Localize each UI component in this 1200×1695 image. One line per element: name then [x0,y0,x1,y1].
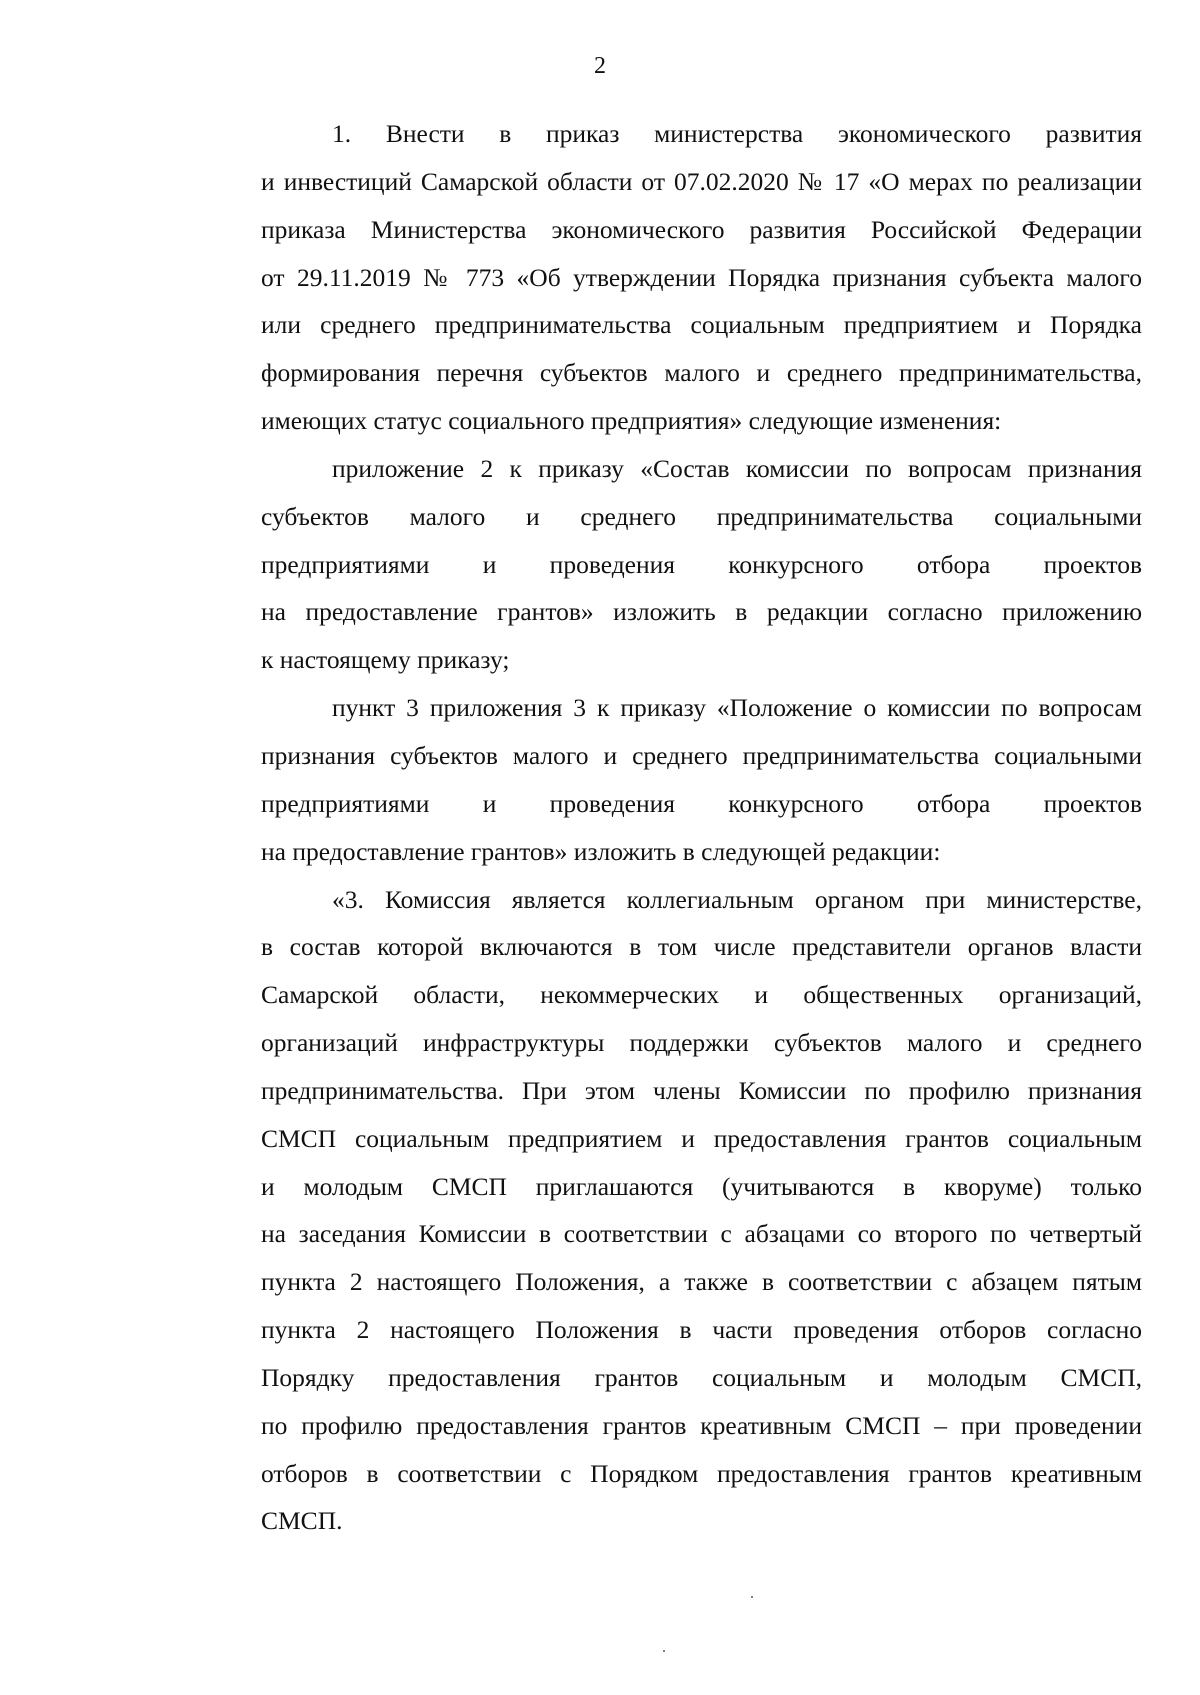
text-line: на предоставление грантов» изложить в следующей редакции: [261,836,941,866]
text-line: отборов в соответствии с Порядком предоставления грантов креативным [261,1458,1142,1488]
text-line: или среднего предпринимательства социальным предприятием и Порядка [261,310,1142,340]
text-line: признания субъектов малого и среднего предпринимательства социальными [261,740,1142,770]
text-line: пункта 2 настоящего Положения, а также в соответствии с абзацем пятым [261,1267,1142,1297]
text-line: и молодым СМСП приглашаются (учитываются в кворуме) только [261,1171,1142,1201]
text-line: Самарской области, некоммерческих и общественных организаций, [261,980,1142,1010]
document-body [190,110,1142,1545]
text-line: в состав которой включаются в том числе представители органов власти [261,932,1142,962]
text-line: имеющих статус социального предприятия» следующие изменения: [261,406,1002,436]
paragraph-3 [190,684,1142,875]
text-line: СМСП социальным предприятием и предоставления грантов социальным [261,1123,1142,1153]
text-line: от 29.11.2019 № 773 «Об утверждении Порядка признания субъекта малого [261,262,1142,292]
text-line: по профилю предоставления грантов креативным СМСП – при проведении [261,1410,1142,1440]
text-line: СМСП. [261,1506,343,1536]
text-line: к настоящему приказу; [261,645,510,675]
text-line: 1. Внести в приказ министерства экономического развития [332,119,1142,148]
scan-speck [751,1596,753,1598]
scan-speck [663,1650,665,1652]
text-line: «3. Комиссия является коллегиальным органом при министерстве, [332,884,1142,914]
paragraph-1 [190,110,1142,445]
page-number: 2 [594,53,606,79]
text-line: и инвестиций Самарской области от 07.02.2020 № 17 «О мерах по реализации [261,166,1142,196]
text-line: приложение 2 к приказу «Состав комиссии по вопросам признания [332,453,1142,483]
text-line: предпринимательства. При этом члены Комиссии по профилю признания [261,1075,1142,1105]
text-line: пункта 2 настоящего Положения в части проведения отборов согласно [261,1315,1142,1345]
text-line: предприятиями и проведения конкурсного отбора проектов [261,788,1142,818]
text-line: пункт 3 приложения 3 к приказу «Положение о комиссии по вопросам [332,693,1142,723]
paragraph-2 [190,445,1142,684]
text-line: формирования перечня субъектов малого и среднего предпринимательства, [261,358,1142,388]
text-line: приказа Министерства экономического развития Российской Федерации [261,214,1142,244]
text-line: предприятиями и проведения конкурсного отбора проектов [261,549,1142,579]
text-line: субъектов малого и среднего предпринимательства социальными [261,501,1142,531]
text-line: организаций инфраструктуры поддержки субъектов малого и среднего [261,1028,1142,1058]
paragraph-4 [190,876,1142,1546]
text-line: Порядку предоставления грантов социальным и молодым СМСП, [261,1362,1142,1392]
text-line: на заседания Комиссии в соответствии с абзацами со второго по четвертый [261,1219,1142,1249]
text-line: на предоставление грантов» изложить в редакции согласно приложению [261,597,1142,627]
